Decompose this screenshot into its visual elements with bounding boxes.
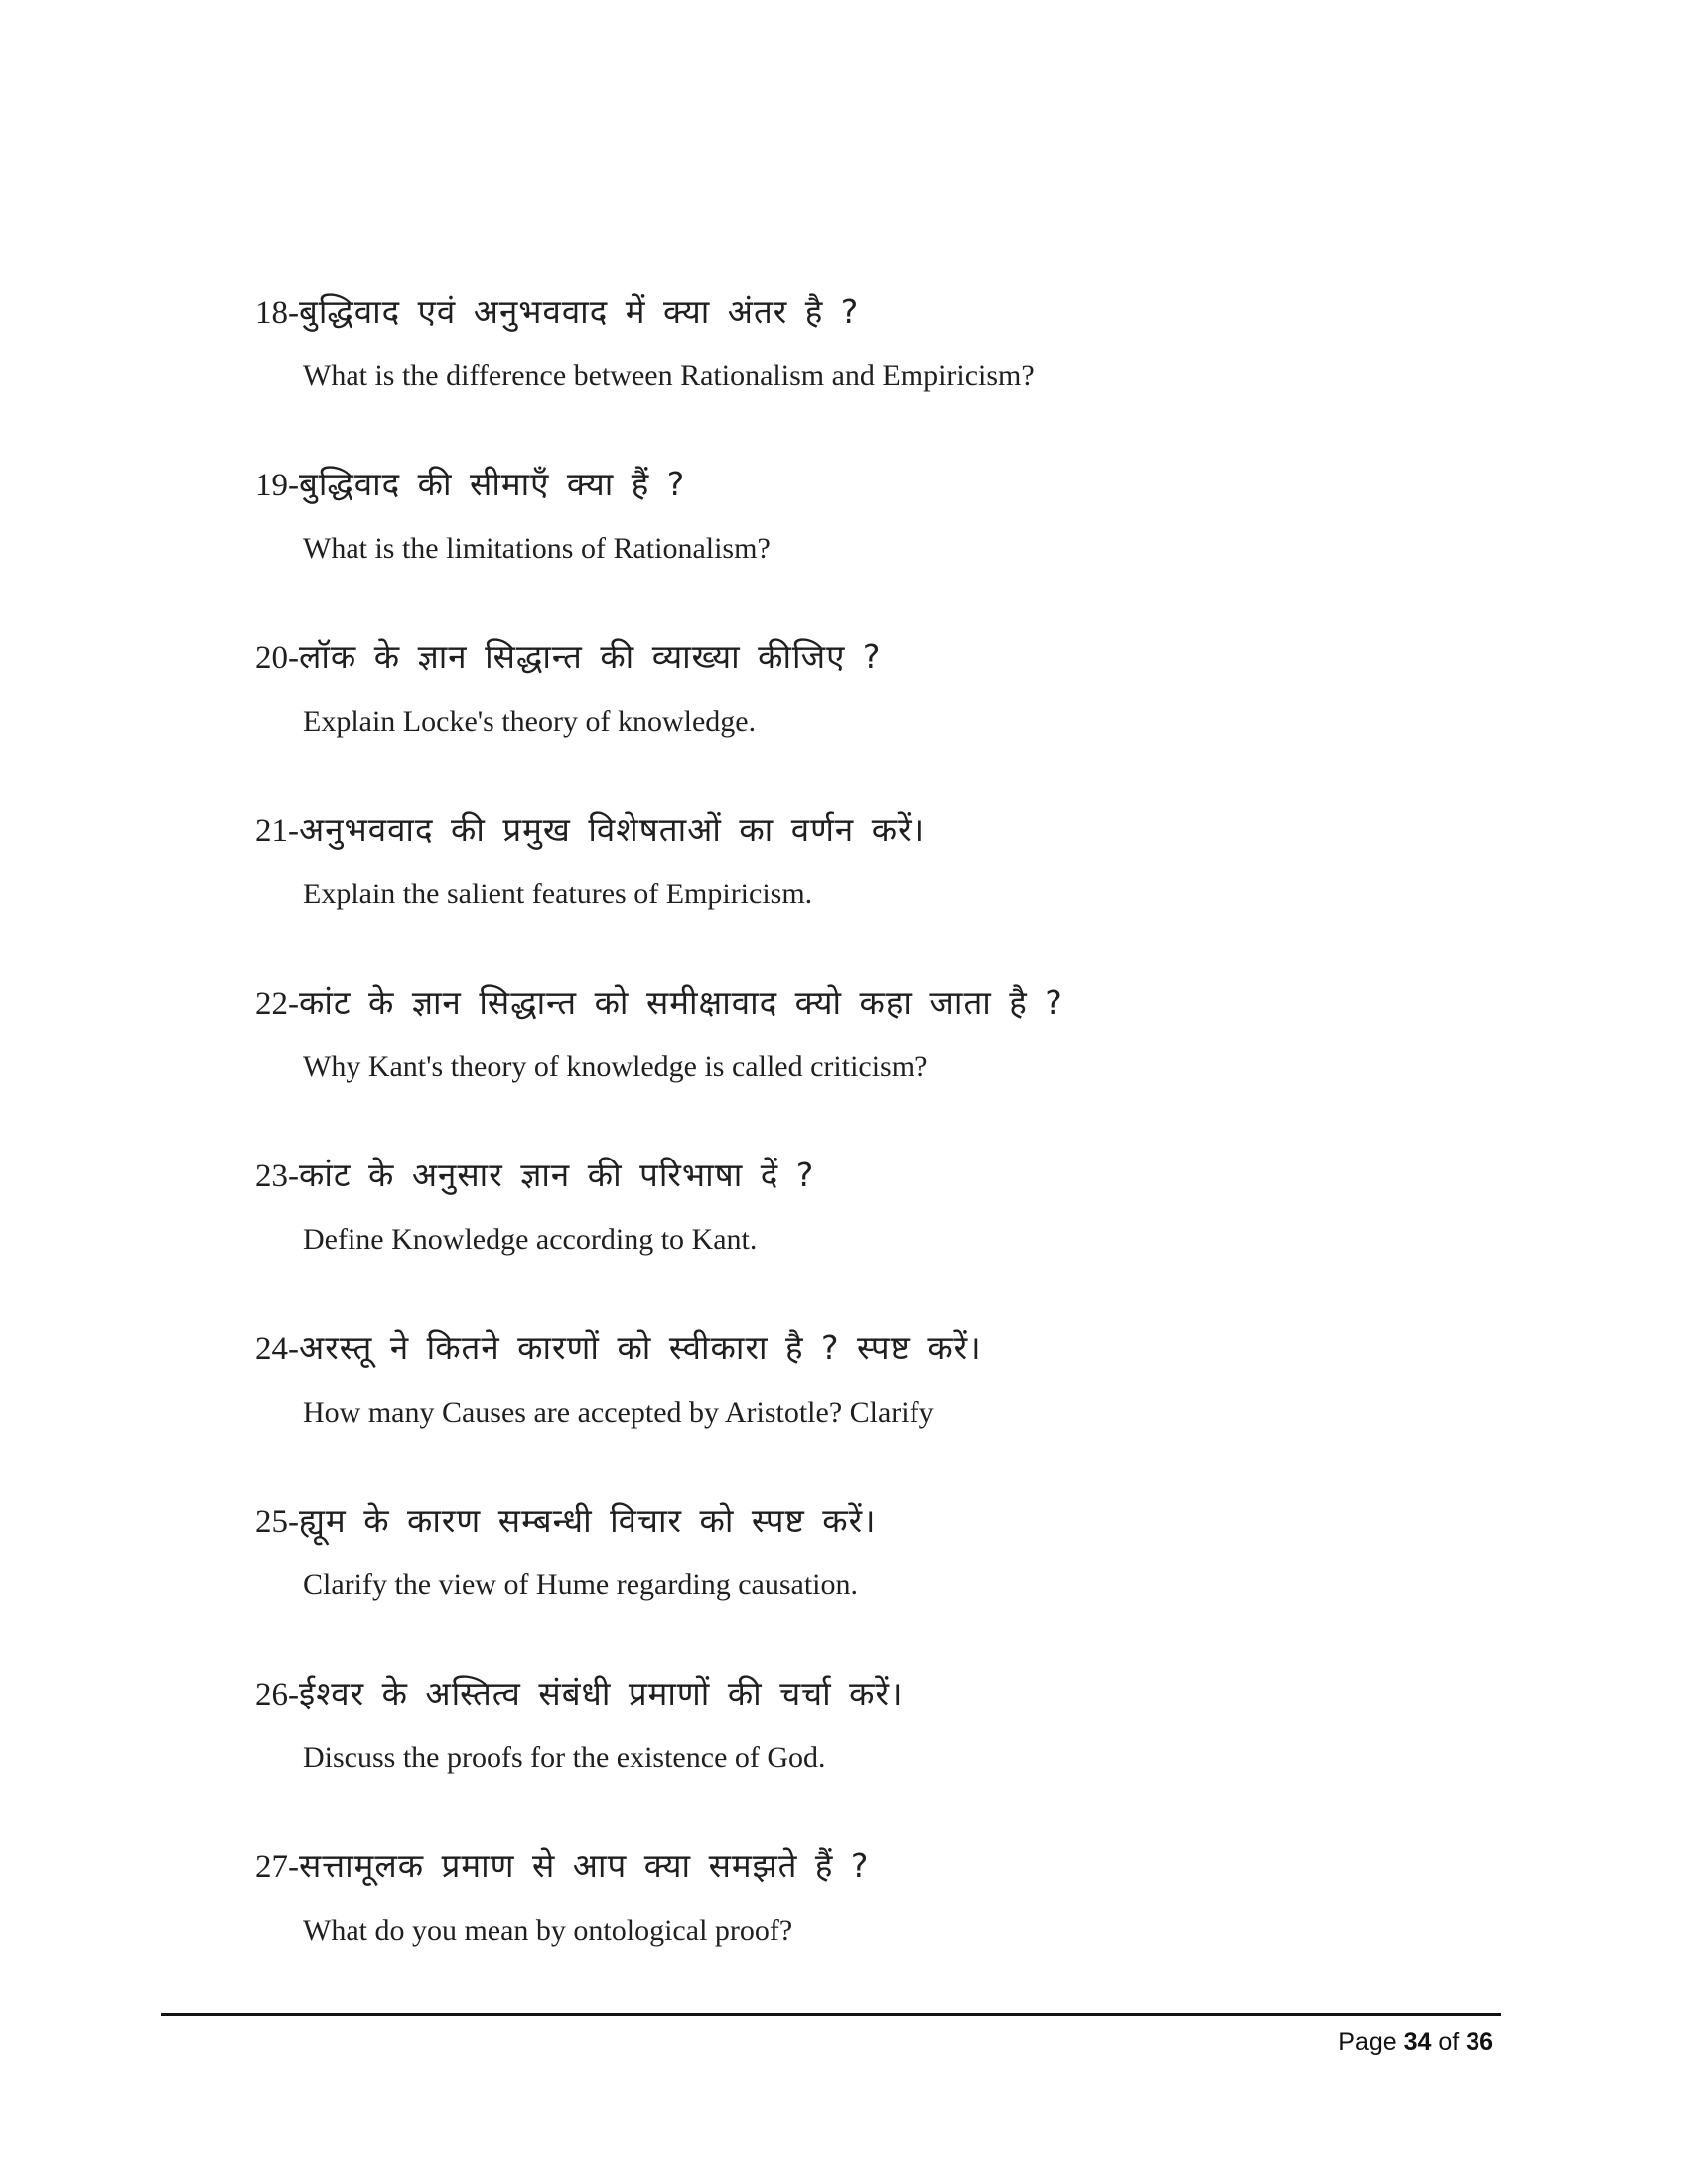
question-hindi-text: [255, 1152, 814, 1200]
question-english-text: How many Causes are accepted by Aristotle? Clarify: [303, 1396, 934, 1429]
question-hindi-label: बुद्धिवाद की सीमाएँ क्या हैं ?: [299, 465, 686, 503]
question-item-22: [255, 979, 1496, 1152]
page-number-footer: [1338, 2025, 1493, 2059]
question-hindi-label: ईश्वर के अस्तित्व संबंधी प्रमाणों की चर्चा करें।: [299, 1674, 904, 1712]
question-hindi-label: बुद्धिवाद एवं अनुभववाद में क्या अंतर है ?: [299, 292, 860, 331]
question-hindi-text: [255, 806, 925, 855]
question-number: 21-: [255, 813, 299, 849]
question-number: 20-: [255, 640, 299, 676]
question-english-text: What is the difference between Rationalism and Empiricism?: [303, 359, 1035, 392]
question-hindi-label: अनुभववाद की प्रमुख विशेषताओं का वर्णन करें।: [299, 810, 926, 849]
question-hindi-text: [255, 461, 685, 509]
question-english-text: Discuss the proofs for the existence of God.: [303, 1741, 826, 1774]
question-item-23: [255, 1152, 1496, 1324]
question-number: 25-: [255, 1504, 299, 1540]
question-hindi-label: सत्तामूलक प्रमाण से आप क्या समझते हैं ?: [299, 1846, 870, 1885]
question-english-text: Why Kant's theory of knowledge is called criticism?: [303, 1050, 928, 1083]
question-hindi-text: [255, 1497, 877, 1546]
question-number: 22-: [255, 986, 299, 1022]
current-page-number: 34: [1403, 2028, 1432, 2056]
page-label: Page: [1338, 2028, 1397, 2056]
question-list: [255, 288, 1496, 2015]
question-english-text: What is the limitations of Rationalism?: [303, 532, 771, 565]
footer-divider: [161, 2013, 1501, 2016]
question-number: 19-: [255, 468, 299, 503]
question-item-24: [255, 1324, 1496, 1497]
question-hindi-text: [255, 288, 859, 337]
question-hindi-text: [255, 1670, 904, 1718]
question-hindi-label: अरस्तू ने कितने कारणों को स्वीकारा है ? स्पष्ट करें।: [299, 1328, 982, 1367]
of-label: of: [1438, 2028, 1460, 2056]
question-item-19: [255, 461, 1496, 633]
question-hindi-label: लॉक के ज्ञान सिद्धान्त की व्याख्या कीजिए ?: [299, 637, 882, 676]
question-number: 27-: [255, 1849, 299, 1885]
question-english-text: Explain Locke's theory of knowledge.: [303, 705, 757, 738]
question-number: 24-: [255, 1331, 299, 1367]
question-english-text: Define Knowledge according to Kant.: [303, 1223, 758, 1256]
question-item-18: [255, 288, 1496, 461]
question-hindi-text: [255, 633, 881, 682]
question-item-25: [255, 1497, 1496, 1670]
question-item-26: [255, 1670, 1496, 1843]
question-english-text: Explain the salient features of Empiricism.: [303, 878, 813, 910]
question-item-20: [255, 633, 1496, 806]
question-hindi-label: कांट के ज्ञान सिद्धान्त को समीक्षावाद क्यो कहा जाता है ?: [299, 983, 1063, 1022]
question-hindi-text: [255, 1843, 869, 1891]
question-number: 26-: [255, 1677, 299, 1712]
question-hindi-label: कांट के अनुसार ज्ञान की परिभाषा दें ?: [299, 1156, 815, 1194]
question-number: 23-: [255, 1159, 299, 1194]
total-pages-number: 36: [1466, 2028, 1493, 2056]
question-hindi-text: [255, 1324, 982, 1373]
question-hindi-text: [255, 979, 1063, 1027]
question-item-21: [255, 806, 1496, 979]
question-english-text: Clarify the view of Hume regarding causation.: [303, 1569, 858, 1601]
question-number: 18-: [255, 295, 299, 331]
question-english-text: What do you mean by ontological proof?: [303, 1914, 793, 1947]
question-hindi-label: ह्यूम के कारण सम्बन्धी विचार को स्पष्ट करें।: [299, 1501, 877, 1540]
question-item-27: [255, 1843, 1496, 2015]
